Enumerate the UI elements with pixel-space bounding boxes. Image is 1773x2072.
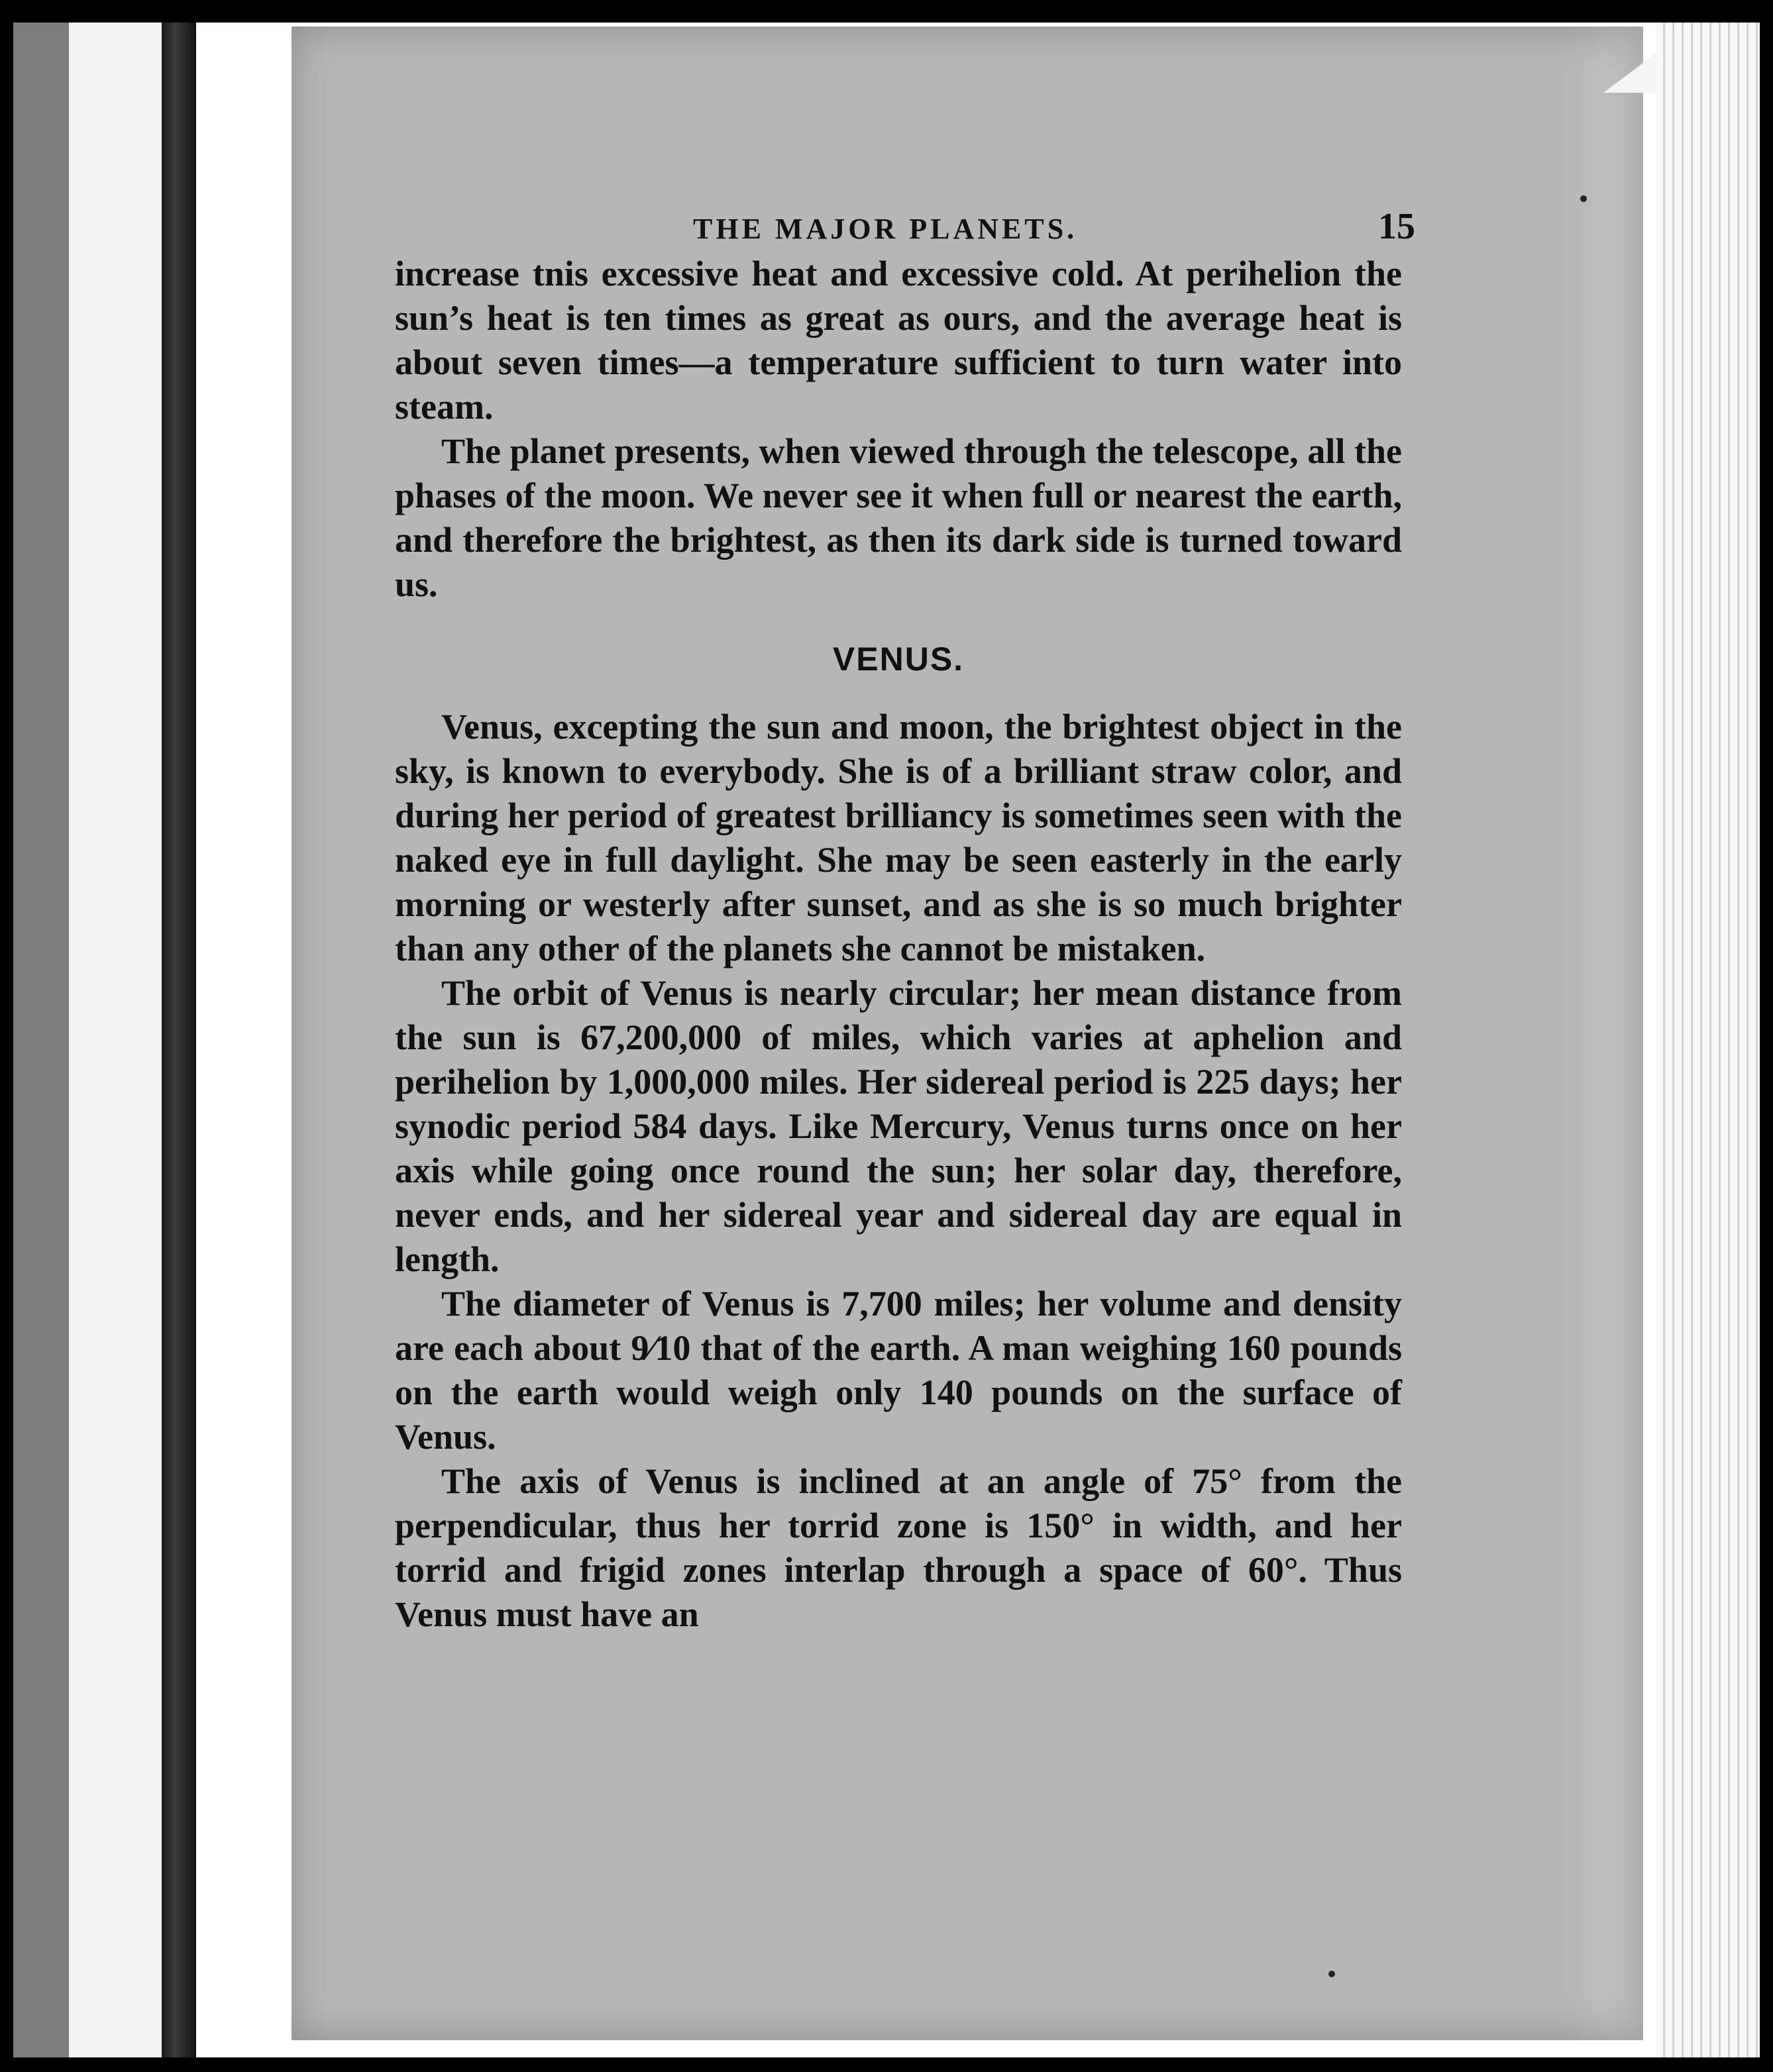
previous-page-margin xyxy=(69,23,162,2057)
running-title: THE MAJOR PLANETS. xyxy=(693,213,1078,245)
book-gutter xyxy=(162,23,196,2057)
page-number: 15 xyxy=(1378,206,1415,247)
dust-speck xyxy=(1580,195,1587,202)
scan-border-top xyxy=(0,0,1773,23)
paragraph: increase tnis excessive heat and excessive cold. At perihelion the sun’s heat is ten times as great as ours, and the average heat is about seven times—a temperature sufficient to turn water into steam. xyxy=(395,254,1402,427)
paragraph: Venus, excepting the sun and moon, the brightest object in the sky, is known to everybody. She is of a brilliant straw color, and during her period of greatest brilliancy is sometimes seen with the naked eye in full daylight. She may be seen easterly in the early morning or westerly after sunset, and as she is so much brighter than any other of the planets she cannot be mistaken. xyxy=(395,707,1402,968)
paragraph: The orbit of Venus is nearly circular; her mean distance from the sun is 67,200,000 of miles, which varies at aphelion and perihelion by 1,000,000 miles. Her sidereal period is 225 days; her synodic period 584 days. Like Mercury, Venus turns once on her axis while going once round the sun; her solar day, therefore, never ends, and her sidereal year and sidereal day are equal in length. xyxy=(395,973,1402,1279)
scan-border-bottom xyxy=(0,2057,1773,2072)
dust-speck xyxy=(1328,1971,1335,1977)
section-heading: VENUS. xyxy=(832,641,965,678)
running-head xyxy=(395,199,1415,252)
paragraph: The diameter of Venus is 7,700 miles; her volume and density are each about 9⁄10 that of the earth. A man weighing 160 pounds on the earth would weigh only 140 pounds on the surface of Venus. xyxy=(395,1284,1402,1457)
page-text xyxy=(395,199,1415,1637)
scan-border-right xyxy=(1760,0,1773,2072)
page-stack-edges xyxy=(1656,23,1760,2057)
paragraph: The axis of Venus is inclined at an angle of 75° from the perpendicular, thus her torrid zone is 150° in width, and her torrid and frigid zones interlap through a space of 60°. Thus Venus must have an xyxy=(395,1461,1402,1634)
paragraph: The planet presents, when viewed through the telescope, all the phases of the moon. We never see it when full or nearest the earth, and therefore the brightest, as then its dark side is turned toward us. xyxy=(395,431,1402,604)
scan-border-left xyxy=(0,0,13,2072)
